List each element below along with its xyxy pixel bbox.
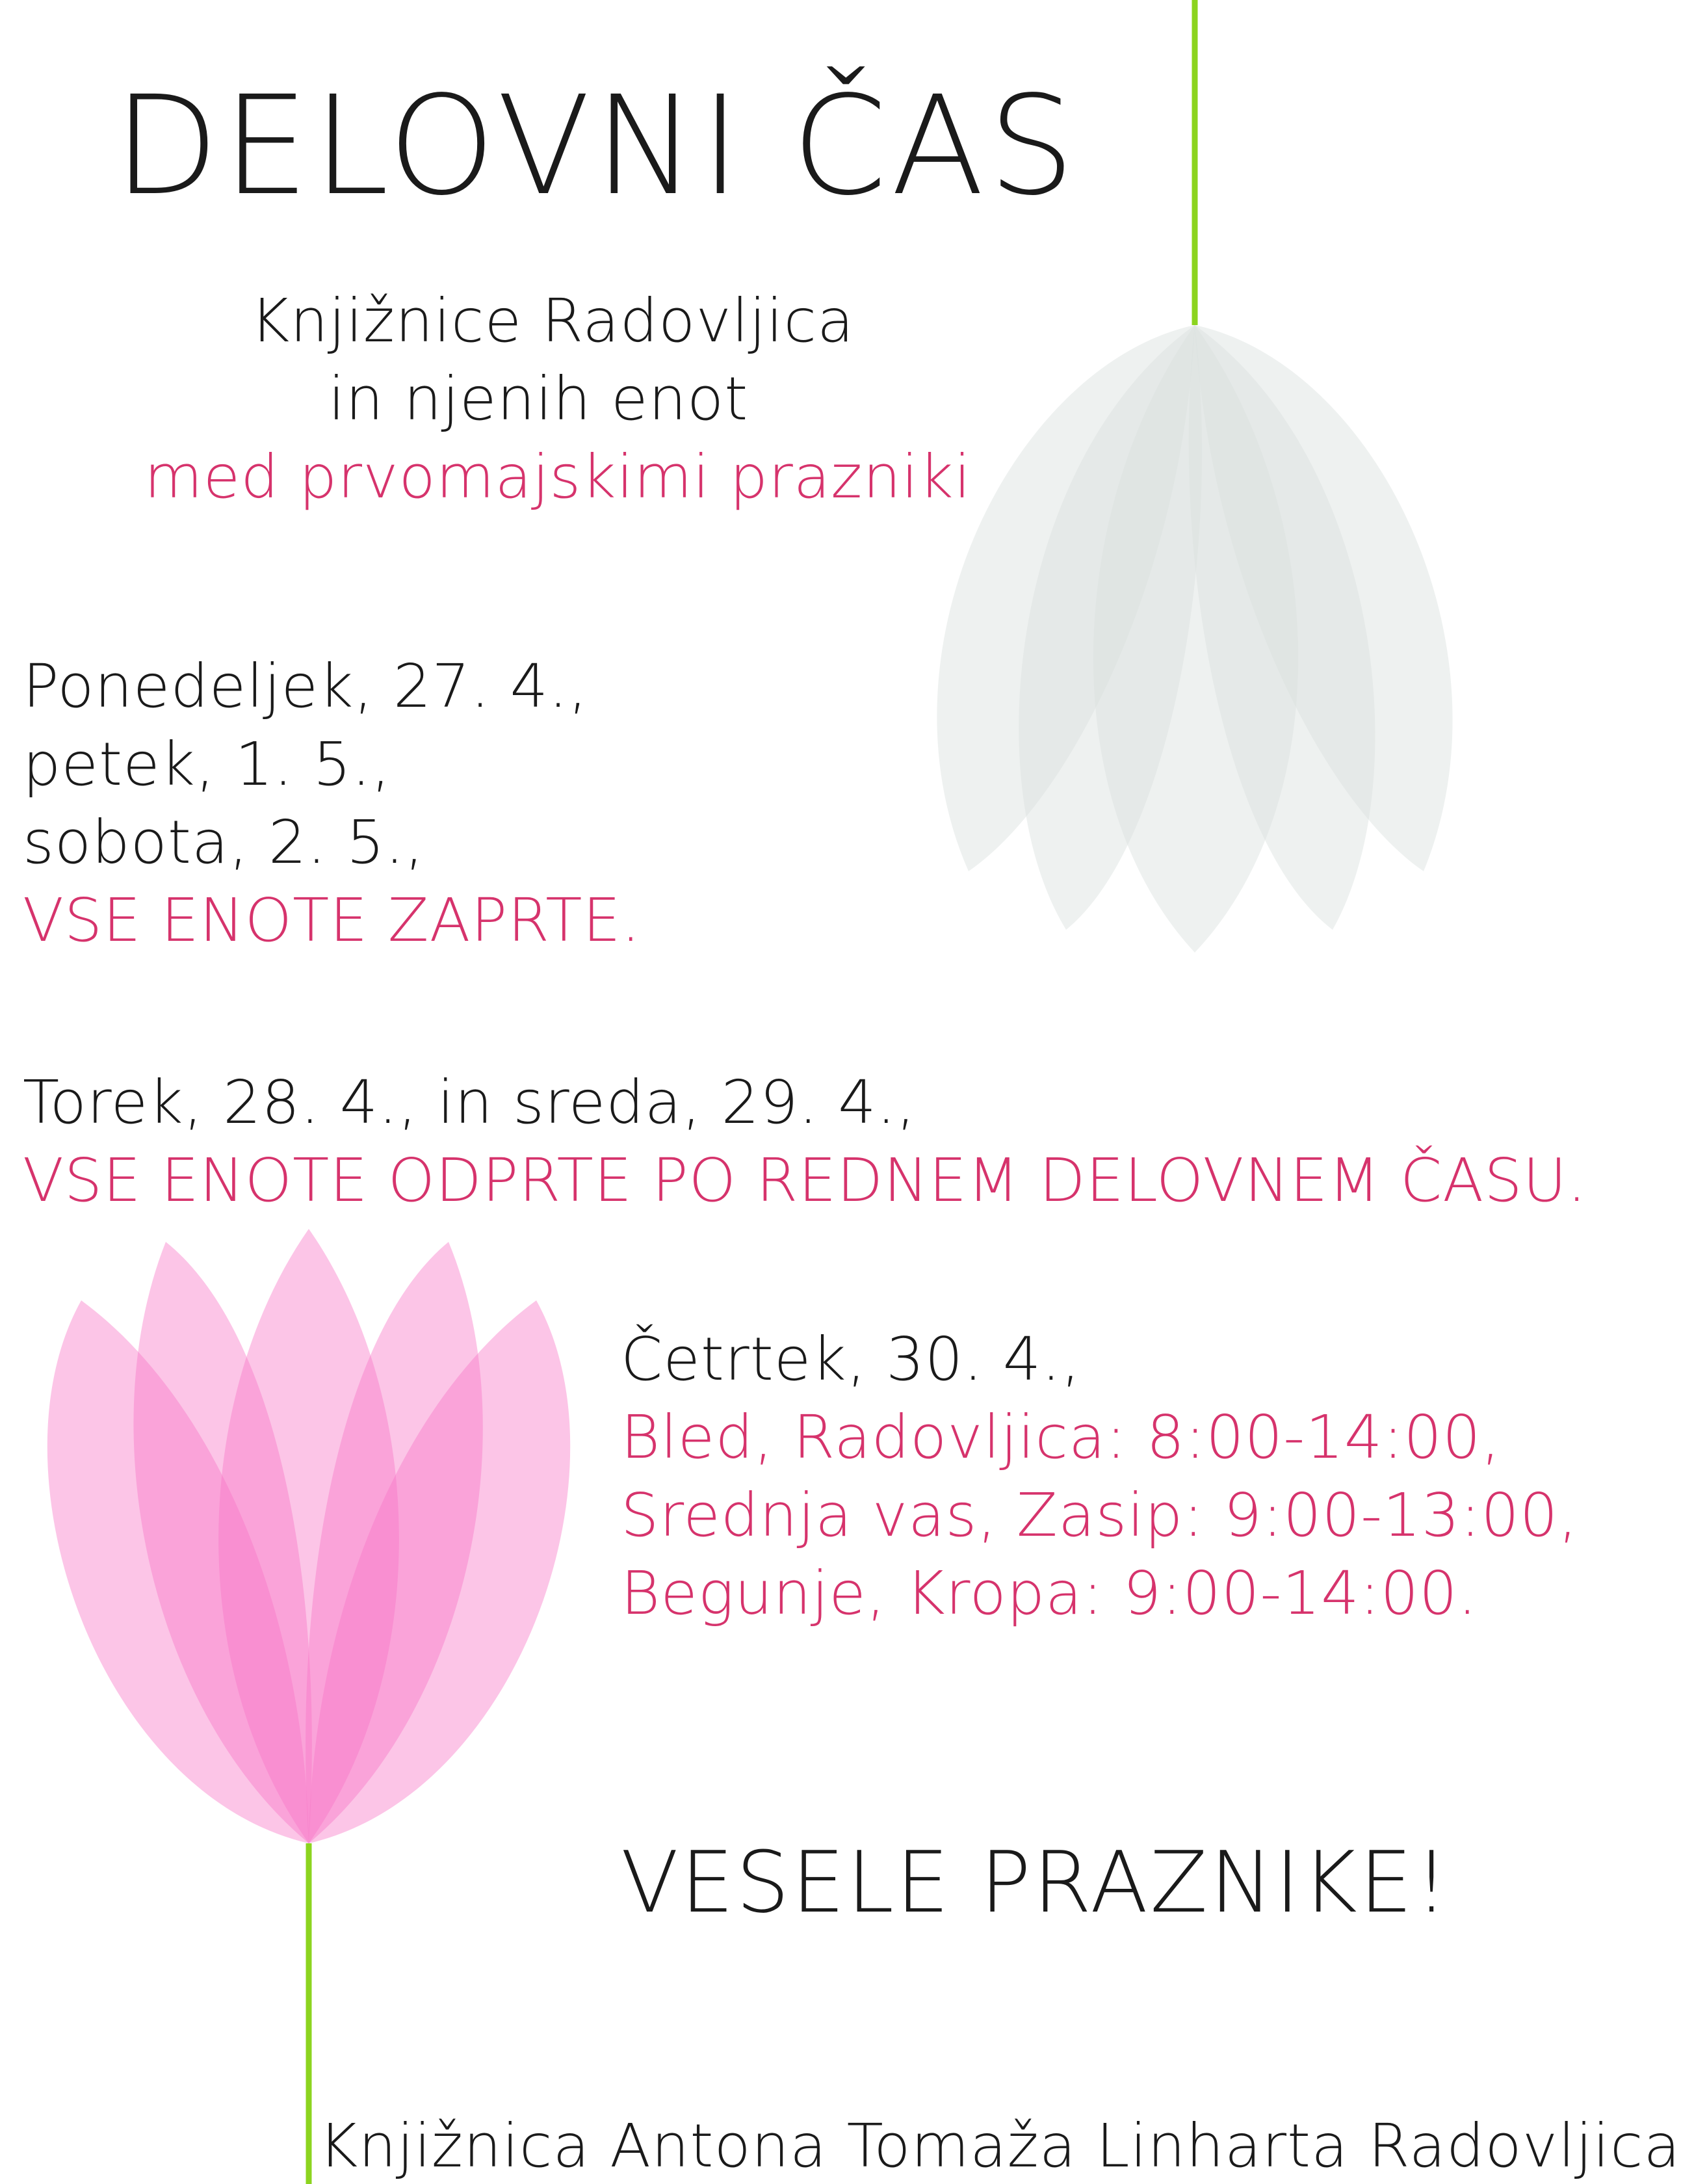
page-title: DELOVNI ČAS (114, 66, 1079, 226)
subtitle-library-name: Knjižnice Radovljica (250, 286, 855, 356)
thursday-date: Četrtek, 30. 4., (621, 1324, 1081, 1394)
closed-day-friday: petek, 1. 5., (23, 730, 391, 799)
holiday-greeting: VESELE PRAZNIKE! (621, 1833, 1451, 1932)
regular-hours-note: VSE ENOTE ODPRTE PO REDNEM DELOVNEM ČASU. (23, 1146, 1587, 1215)
subtitle-holidays: med prvomajskimi prazniki (144, 442, 972, 512)
closed-day-saturday: sobota, 2. 5., (23, 808, 424, 877)
pink-tulip-icon (47, 1229, 570, 2184)
subtitle-units: in njenih enot (328, 364, 749, 434)
closed-day-monday: Ponedeljek, 27. 4., (23, 651, 588, 721)
thursday-hours-bled-radovljica: Bled, Radovljica: 8:00-14:00, (621, 1402, 1501, 1472)
regular-days: Torek, 28. 4., in sreda, 29. 4., (23, 1068, 917, 1137)
thursday-hours-begunje-kropa: Begunje, Kropa: 9:00-14:00. (621, 1559, 1478, 1628)
closed-note: VSE ENOTE ZAPRTE. (23, 886, 641, 955)
footer-library-name: Knjižnica Antona Tomaža Linharta Radovljica (319, 2111, 1681, 2181)
thursday-hours-srednja-vas-zasip: Srednja vas, Zasip: 9:00-13:00, (621, 1480, 1578, 1550)
